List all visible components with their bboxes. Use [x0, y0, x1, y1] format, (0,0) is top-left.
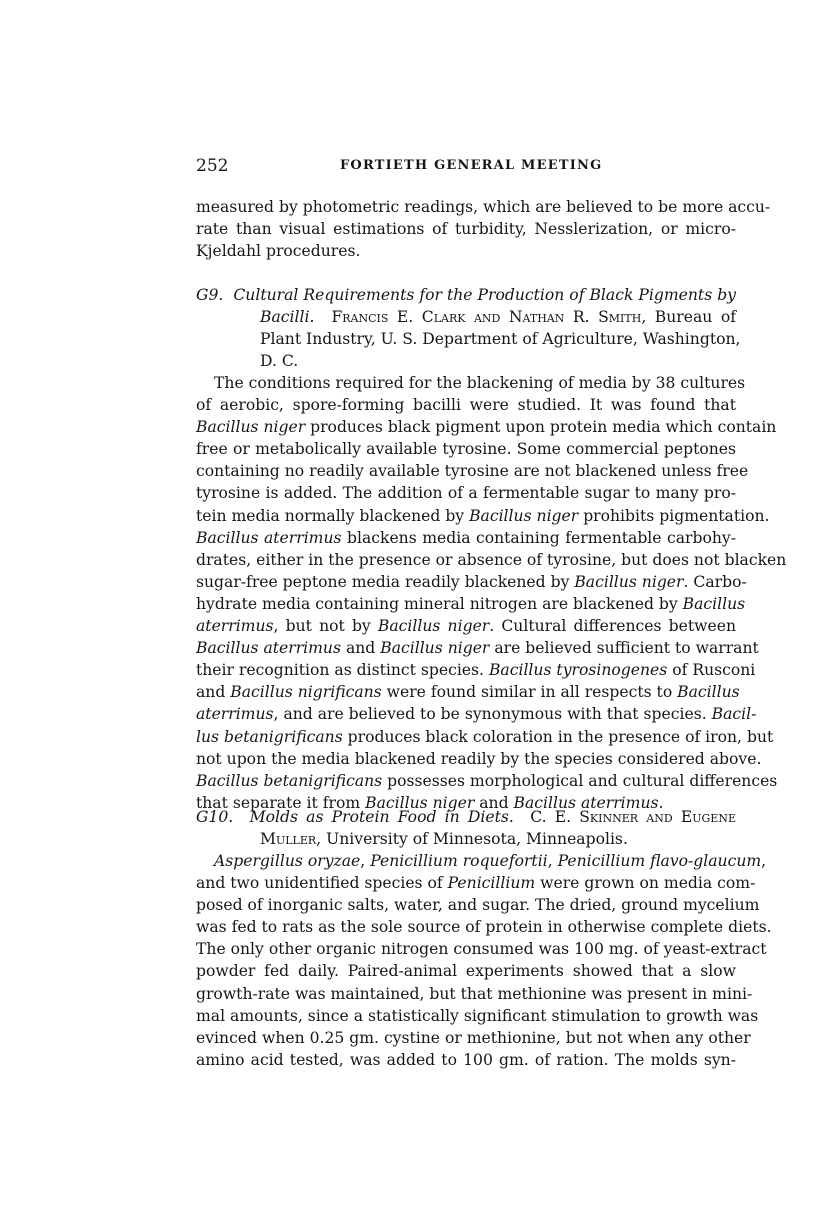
species-name: Bacillus niger	[365, 793, 475, 812]
text-run: prohibits pigmentation.	[578, 506, 770, 525]
text-run: hydrate media containing mineral nitrogen are blackened by	[196, 594, 683, 613]
abstract-g10-heading	[196, 806, 736, 850]
text-run: , but not by	[273, 617, 378, 636]
text-line	[196, 394, 736, 416]
author-name: Nathan R. Smith	[508, 308, 642, 327]
text-run: produces black pigment upon protein media which contain	[305, 418, 777, 437]
abstract-id: G9.	[196, 286, 224, 304]
species-name: lus betanigrificans	[196, 727, 343, 746]
species-name: Bacillus niger	[574, 572, 684, 591]
running-title: FORTIETH GENERAL MEETING	[340, 158, 603, 173]
text-line	[196, 983, 753, 1005]
text-run: that separate it from	[196, 793, 366, 812]
text-line	[196, 1049, 736, 1071]
author-name: Francis E. Clark	[331, 308, 466, 327]
text-run: posed of inorganic salts, water, and sugar. The dried, ground mycelium	[196, 896, 760, 915]
text-run: not upon the media blackened readily by the species considered above.	[196, 749, 762, 768]
text-run: . Cultural differences between	[489, 617, 736, 636]
text-run: .	[658, 793, 664, 812]
text-run: of aerobic, spore-forming bacilli were studied. It was found that	[196, 396, 736, 415]
text-run: amino acid tested, was added to 100 gm. of ration. The molds syn-	[196, 1050, 736, 1069]
species-name: Bacillus nigrificans	[230, 683, 382, 702]
species-name: Bacillus tyrosinogenes	[488, 661, 668, 680]
text-line	[196, 372, 746, 394]
text-line	[196, 938, 767, 960]
text-line	[196, 1005, 759, 1027]
text-run: and	[196, 683, 231, 702]
intro-paragraph	[196, 196, 771, 262]
text-line	[196, 416, 777, 438]
species-name: Bacillus niger	[377, 617, 490, 636]
text-line	[196, 593, 746, 615]
text-line	[196, 894, 760, 916]
species-name: Bacillus aterrimus	[196, 528, 342, 547]
abstract-g10-body	[196, 850, 772, 1071]
text-run: The conditions required for the blackening of media by 38 cultures	[214, 374, 746, 392]
text-run: mal amounts, since a statistically significant stimulation to growth was	[196, 1006, 759, 1025]
text-line	[196, 960, 736, 982]
text-run: possesses morphological and cultural differences	[382, 771, 778, 790]
species-name: Aspergillus oryzae	[214, 852, 361, 870]
abstract-title: Cultural Requirements for the Production of Black Pigments by	[233, 286, 736, 304]
author-conjunction: and	[473, 308, 501, 327]
text-line	[196, 505, 770, 527]
author-conjunction: and	[646, 808, 673, 826]
text-line	[196, 703, 757, 725]
text-line	[196, 1027, 751, 1049]
text-run: , and are believed to be synonymous with that species.	[273, 705, 712, 724]
text-run: and	[474, 793, 514, 812]
text-run: and two unidentified species of	[196, 874, 448, 893]
text-line	[196, 549, 787, 571]
abstract-g9-body	[196, 372, 787, 814]
text-run: was fed to rats as the sole source of protein in otherwise complete diets.	[196, 918, 772, 937]
species-name: Bacillus niger	[196, 418, 306, 437]
text-line	[196, 637, 759, 659]
species-name: Bacil-	[711, 705, 757, 724]
text-run: are believed sufficient to warrant	[489, 639, 759, 658]
text-run: drates, either in the presence or absence of tyrosine, but does not blacken	[196, 550, 787, 569]
text-run: ,	[547, 852, 558, 870]
author-name: Muller	[260, 830, 317, 849]
text-line	[196, 438, 736, 460]
text-run: of Rusconi	[667, 661, 756, 680]
text-line: measured by photometric readings, which are believed to be more accu-	[196, 198, 771, 216]
text-line: Kjeldahl procedures.	[196, 242, 361, 261]
species-name: aterrimus	[196, 617, 274, 636]
text-run: The only other organic nitrogen consumed was 100 mg. of yeast-extract	[196, 940, 767, 959]
species-name: Penicillium	[447, 874, 536, 893]
text-run: produces black coloration in the presence of iron, but	[342, 727, 774, 746]
species-name: Bacillus	[677, 683, 740, 702]
species-name: Bacillus niger	[380, 639, 490, 658]
text-line	[196, 726, 774, 748]
species-name: Penicillium roquefortii	[370, 852, 548, 870]
text-run: powder fed daily. Paired-animal experiments showed that a slow	[196, 962, 736, 981]
text-run: blackens media containing fermentable carbohy-	[341, 528, 736, 547]
text-run: tyrosine is added. The addition of a fermentable sugar to many pro-	[196, 484, 736, 503]
species-name: Bacillus aterrimus	[196, 639, 341, 658]
species-name: Bacillus betanigrificans	[196, 771, 383, 790]
text-line	[196, 770, 778, 792]
text-line	[196, 681, 740, 703]
text-line	[196, 615, 736, 637]
affiliation: , University of Minnesota, Minneapolis.	[316, 830, 628, 849]
species-name: Penicillium flavo-glaucum	[557, 852, 762, 870]
text-line	[196, 527, 736, 549]
page-header	[196, 156, 736, 182]
text-run: their recognition as distinct species.	[196, 661, 489, 680]
text-line	[196, 872, 756, 894]
text-run: . Carbo-	[683, 572, 747, 591]
text-line	[196, 659, 756, 681]
species-name: Bacillus niger	[469, 506, 579, 525]
text-line: rate than visual estimations of turbidity, Nesslerization, or micro-	[196, 220, 736, 239]
text-run: evinced when 0.25 gm. cystine or methionine, but not when any other	[196, 1028, 751, 1047]
abstract-title: Molds as Protein Food in Diets.	[249, 808, 514, 826]
affiliation: Plant Industry, U. S. Department of Agriculture, Washington,	[260, 330, 741, 349]
species-name: aterrimus	[196, 705, 274, 724]
text-run: were grown on media com-	[535, 874, 756, 893]
text-run: free or metabolically available tyrosine. Some commercial peptones	[196, 440, 736, 459]
text-line	[196, 460, 749, 482]
text-line	[196, 916, 772, 938]
text-run: containing no readily available tyrosine are not blackened unless free	[196, 462, 749, 481]
text-run: sugar-free peptone media readily blackened by	[196, 572, 575, 591]
text-line	[196, 482, 736, 504]
text-run: and	[340, 639, 381, 658]
text-run: growth-rate was maintained, but that methionine was present in mini-	[196, 984, 753, 1003]
author-name: C. E. Skinner	[530, 808, 639, 826]
text-line	[196, 571, 747, 593]
text-run: were found similar in all respects to	[381, 683, 678, 702]
text-run: ,	[360, 852, 371, 870]
affiliation: , Bureau of	[641, 308, 736, 327]
species-name: Bacillus	[682, 594, 746, 613]
text-line	[196, 748, 762, 770]
affiliation: D. C.	[260, 352, 299, 371]
abstract-g9-heading	[196, 284, 741, 372]
abstract-title-cont: Bacilli.	[260, 308, 315, 327]
page-number: 252	[196, 156, 229, 176]
author-name: Eugene	[680, 808, 736, 826]
text-run: ,	[761, 852, 767, 870]
species-name: Bacillus aterrimus	[513, 793, 659, 812]
text-run: tein media normally blackened by	[196, 506, 470, 525]
text-line	[196, 850, 767, 872]
abstract-id: G10.	[196, 808, 234, 826]
